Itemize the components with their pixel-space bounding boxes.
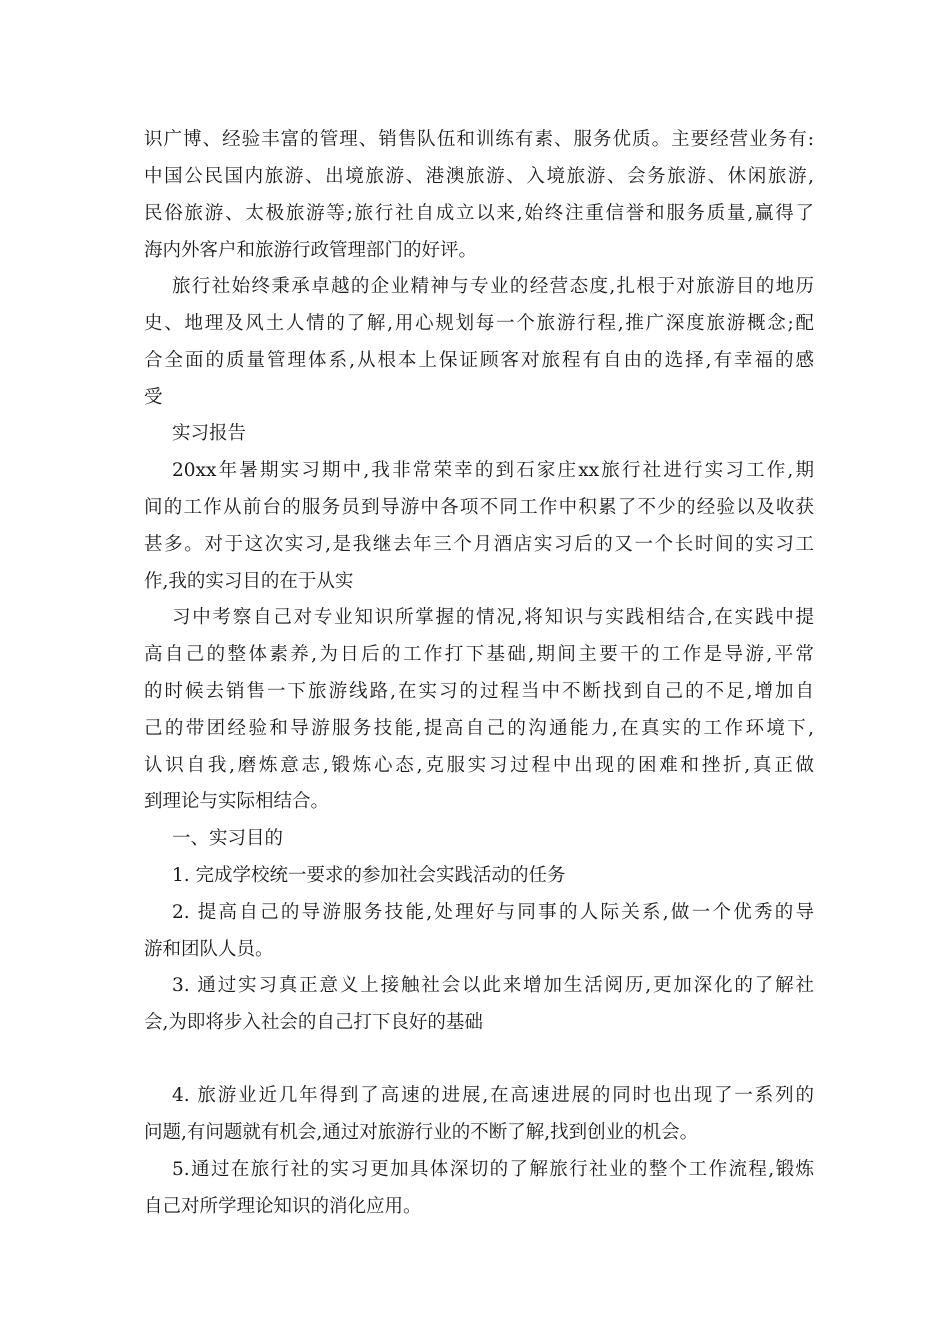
list-item: 1. 完成学校统一要求的参加社会实践活动的任务	[172, 865, 566, 886]
list-item: 2. 提高自己的导游服务技能,处理好与同事的人际关系,做一个优秀的导	[172, 902, 814, 923]
list-item: 游和团队人员。	[144, 939, 274, 960]
body-text-line: 间的工作从前台的服务员到导游中各项不同工作中积累了不少的经验以及收获	[144, 497, 814, 518]
body-text-line: 史、地理及风土人情的了解,用心规划每一个旅游行程,推广深度旅游概念;配	[144, 313, 814, 334]
body-text-line: 到理论与实际相结合。	[144, 791, 330, 812]
body-text-line: 己的带团经验和导游服务技能,提高自己的沟通能力,在真实的工作环境下,	[144, 718, 814, 739]
list-item: 问题,有问题就有机会,通过对旅游行业的不断了解,找到创业的机会。	[144, 1122, 699, 1143]
body-text-line: 高自己的整体素养,为日后的工作打下基础,期间主要干的工作是导游,平常	[144, 644, 814, 665]
list-item: 自己对所学理论知识的消化应用。	[144, 1196, 422, 1217]
list-item: 会,为即将步入社会的自己打下良好的基础	[144, 1012, 483, 1033]
body-text-line: 旅行社始终秉承卓越的企业精神与专业的经营态度,扎根于对旅游目的地历	[172, 276, 814, 297]
body-text-line: 的时候去销售一下旅游线路,在实习的过程当中不断找到自己的不足,增加自	[144, 681, 814, 702]
list-item: 3. 通过实习真正意义上接触社会以此来增加生活阅历,更加深化的了解社	[172, 975, 814, 996]
body-text-line: 作,我的实习目的在于从实	[144, 571, 354, 592]
list-item: 5.通过在旅行社的实习更加具体深切的了解旅行社业的整个工作流程,锻炼	[172, 1159, 814, 1180]
body-text-line: 认识自我,磨炼意志,锻炼心态,克服实习过程中出现的困难和挫折,真正做	[144, 755, 814, 776]
body-text-line: 合全面的质量管理体系,从根本上保证顾客对旅程有自由的选择,有幸福的感	[144, 350, 814, 371]
body-text-line: 海内外客户和旅游行政管理部门的好评。	[144, 240, 478, 261]
body-text-line: 习中考察自己对专业知识所掌握的情况,将知识与实践相结合,在实践中提	[172, 607, 814, 628]
body-text-line: 中国公民国内旅游、出境旅游、港澳旅游、入境旅游、会务旅游、休闲旅游,	[144, 166, 814, 187]
body-text-line: 20xx年暑期实习期中,我非常荣幸的到石家庄xx旅行社进行实习工作,期	[172, 460, 814, 481]
body-text-line: 受	[144, 387, 163, 408]
body-text-line: 甚多。对于这次实习,是我继去年三个月酒店实习后的又一个长时间的实习工	[144, 534, 814, 555]
section-heading: 一、实习目的	[172, 828, 284, 849]
body-text-line: 识广博、经验丰富的管理、销售队伍和训练有素、服务优质。主要经营业务有:	[144, 129, 814, 150]
body-text-line: 民俗旅游、太极旅游等;旅行社自成立以来,始终注重信誉和服务质量,赢得了	[144, 203, 814, 224]
list-item: 4. 旅游业近几年得到了高速的进展,在高速进展的同时也出现了一系列的	[172, 1085, 814, 1106]
section-heading: 实习报告	[172, 423, 247, 444]
